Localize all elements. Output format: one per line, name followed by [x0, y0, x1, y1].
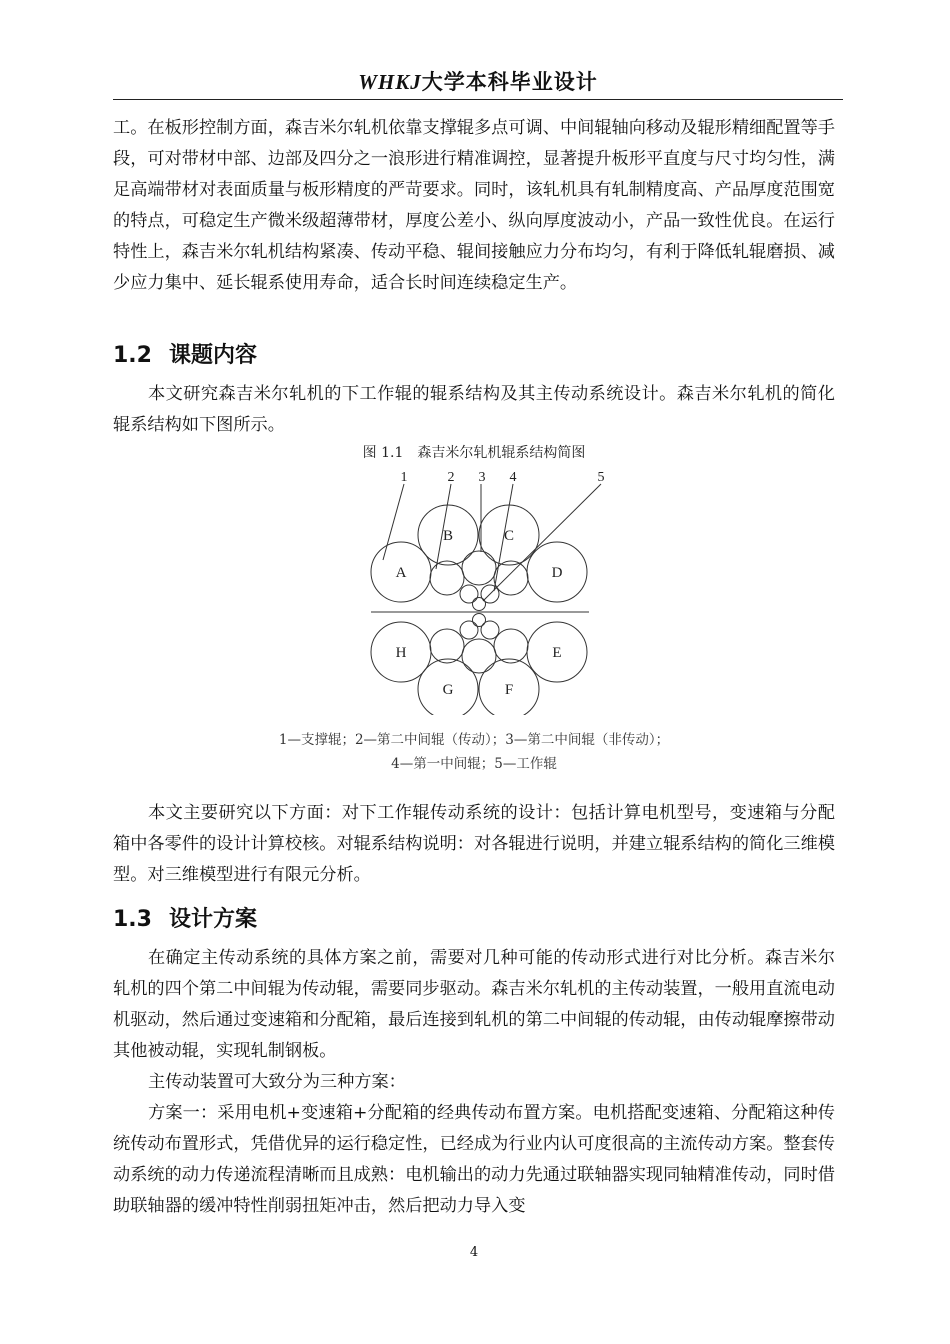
roll-label-f: F	[504, 682, 514, 698]
section-heading-1-3	[113, 905, 257, 935]
leader-1	[383, 484, 404, 560]
section-heading-1-2	[113, 341, 257, 371]
roll-label-g: G	[442, 682, 454, 698]
roll-2nd-int-2	[462, 551, 496, 585]
header-latin: WHKJ	[358, 70, 422, 94]
figure-legend-line-1: 1—支撑辊；2—第二中间辊（传动）；3—第二中间辊（非传动）；	[278, 732, 670, 748]
roll-1st-int-1	[460, 585, 478, 603]
paragraph-4: 在确定主传动系统的具体方案之前，需要对几种可能的传动形式进行对比分析。森吉米尔轧机的四个第二中间辊为传动辊，需要同步驱动。森吉米尔轧机的主传动装置，一般用直流电动机驱动，然后通过变速箱和分配箱，最后连接到轧机的第二中间辊的传动辊，由传动辊摩擦带动其他被动辊，实现轧制钢板。	[113, 948, 835, 1061]
roll-label-h: H	[395, 645, 407, 661]
roll-2nd-int-4	[430, 629, 464, 663]
leader-2	[436, 484, 454, 569]
work-roll-upper	[473, 598, 486, 611]
section-number: 1.2	[113, 343, 152, 368]
section-title: 课题内容	[169, 343, 258, 368]
callout-2: 2	[447, 470, 455, 485]
roll-2nd-int-1	[430, 561, 464, 595]
roll-2nd-int-3	[494, 561, 528, 595]
section-number: 1.3	[113, 907, 152, 932]
roll-2nd-int-6	[494, 629, 528, 663]
roll-label-e: E	[552, 645, 562, 661]
roll-1st-int-4	[481, 621, 499, 639]
work-roll-lower	[473, 614, 486, 627]
page-header	[113, 66, 843, 96]
roll-label-d: D	[551, 565, 563, 581]
callout-3: 3	[478, 470, 486, 485]
figure-legend-line-2: 4—第一中间辊；5—工作辊	[391, 756, 557, 772]
header-rule	[113, 99, 843, 100]
roll-1st-int-3	[460, 621, 478, 639]
paragraph-5: 主传动装置可大致分为三种方案：	[148, 1072, 406, 1092]
roll-2nd-int-5	[462, 639, 496, 673]
section-title: 设计方案	[169, 907, 258, 932]
page-number: 4	[469, 1245, 479, 1260]
roll-label-b: B	[442, 528, 454, 544]
roll-label-a: A	[395, 565, 407, 581]
callout-1: 1	[400, 470, 408, 485]
callout-4: 4	[509, 470, 517, 485]
paragraph-2: 本文研究森吉米尔轧机的下工作辊的辊系结构及其主传动系统设计。森吉米尔轧机的简化辊系结构如下图所示。	[113, 384, 835, 435]
callout-5: 5	[597, 470, 605, 485]
header-title: 大学本科毕业设计	[421, 69, 598, 94]
paragraph-6: 方案一：采用电机+变速箱+分配箱的经典传动布置方案。电机搭配变速箱、分配箱这种传统传动布置形式，凭借优异的运行稳定性，已经成为行业内认可度很高的主流传动方案。整套传动系统的动力传递流程清晰而且成熟：电机输出的动力先通过联轴器实现同轴精准传动，同时借助联轴器的缓冲特性削弱扭矩冲击，然后把动力导入变	[113, 1103, 835, 1216]
figure-caption: 图 1.1 森吉米尔轧机辊系结构简图	[362, 445, 586, 461]
roll-label-c: C	[503, 528, 515, 544]
paragraph-1: 工。在板形控制方面，森吉米尔轧机依靠支撑辊多点可调、中间辊轴向移动及辊形精细配置等手段，可对带材中部、边部及四分之一浪形进行精准调控，显著提升板形平直度与尺寸均匀性，满足高端带材对表面质量与板形精度的严苛要求。同时，该轧机具有轧制精度高、产品厚度范围宽的特点，可稳定生产微米级超薄带材，厚度公差小、纵向厚度波动小，产品一致性优良。在运行特性上，森吉米尔轧机结构紧凑、传动平稳、辊间接触应力分布均匀，有利于降低轧辊磨损、减少应力集中、延长辊系使用寿命，适合长时间连续稳定生产。	[113, 118, 835, 293]
leader-5	[483, 484, 601, 601]
roll-system-diagram	[355, 465, 605, 715]
paragraph-3: 本文主要研究以下方面：对下工作辊传动系统的设计：包括计算电机型号，变速箱与分配箱中各零件的设计计算校核。对辊系结构说明：对各辊进行说明，并建立辊系结构的简化三维模型。对三维模型进行有限元分析。	[113, 803, 835, 885]
